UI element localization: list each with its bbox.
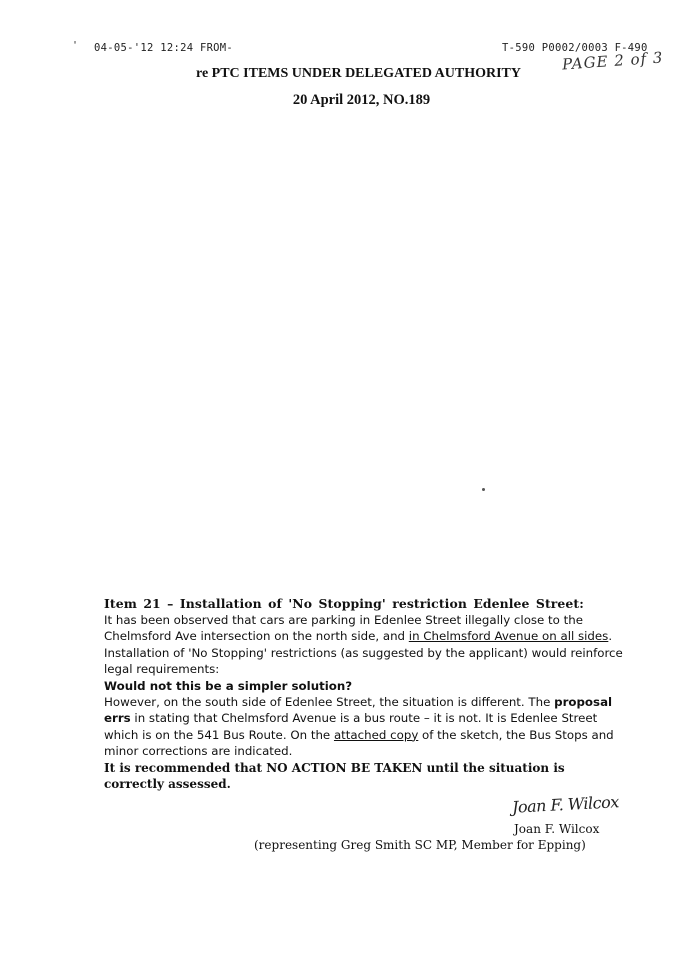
attached-copy-reference: attached copy bbox=[333, 727, 419, 742]
recommendation: It is recommended that NO ACTION BE TAKEN until the situation is correctly assessed. bbox=[104, 761, 565, 792]
scan-speck bbox=[482, 488, 485, 491]
item-21-submission bbox=[104, 596, 624, 792]
south-side-text-start: However, on the south side of Edenlee Street, the situation is different. The bbox=[104, 695, 555, 710]
signatory-representation: (representing Greg Smith SC MP, Member for Epping) bbox=[254, 838, 586, 852]
paragraph-south-side bbox=[104, 694, 624, 759]
observation-underlined-text: in Chelmsford Avenue on all sides bbox=[408, 629, 609, 644]
south-side-bold-text: proposal errs bbox=[104, 695, 613, 726]
south-side-text-end: of the sketch, the Bus Stops and minor corrections are indicated. bbox=[104, 727, 614, 758]
fax-header-page-info: T-590 P0002/0003 F-490 bbox=[502, 42, 648, 54]
fax-header-date-from: 04-05-'12 12:24 FROM- bbox=[94, 42, 234, 54]
handwritten-signature: Joan F. Wilcox bbox=[511, 792, 620, 817]
signatory-name: Joan F. Wilcox bbox=[514, 822, 600, 836]
handwritten-page-number: PAGE 2 of 3 bbox=[561, 48, 664, 74]
south-side-text-middle: in stating that Chelmsford Avenue is a bus route – it is not. It is Edenlee Street which is on the 541 Bus Route. On the bbox=[104, 711, 598, 742]
observation-text-start: It has been observed that cars are parking in Edenlee Street illegally close to the Chelmsford Ave intersection on the north side, and bbox=[104, 613, 584, 644]
document-title bbox=[0, 64, 683, 110]
question-line: Would not this be a simpler solution? bbox=[104, 679, 353, 694]
observation-text-end: . Installation of 'No Stopping' restrictions (as suggested by the applicant) would reinforce legal requirements: bbox=[104, 629, 623, 676]
item-heading: Item 21 – Installation of 'No Stopping' restriction Edenlee Street: bbox=[104, 596, 584, 611]
fax-header-mark: ' bbox=[72, 40, 79, 51]
title-date: 20 April 2012, NO.189 bbox=[292, 92, 431, 108]
title-subject: re PTC ITEMS UNDER DELEGATED AUTHORITY bbox=[195, 66, 522, 81]
paragraph-observation bbox=[104, 612, 624, 677]
